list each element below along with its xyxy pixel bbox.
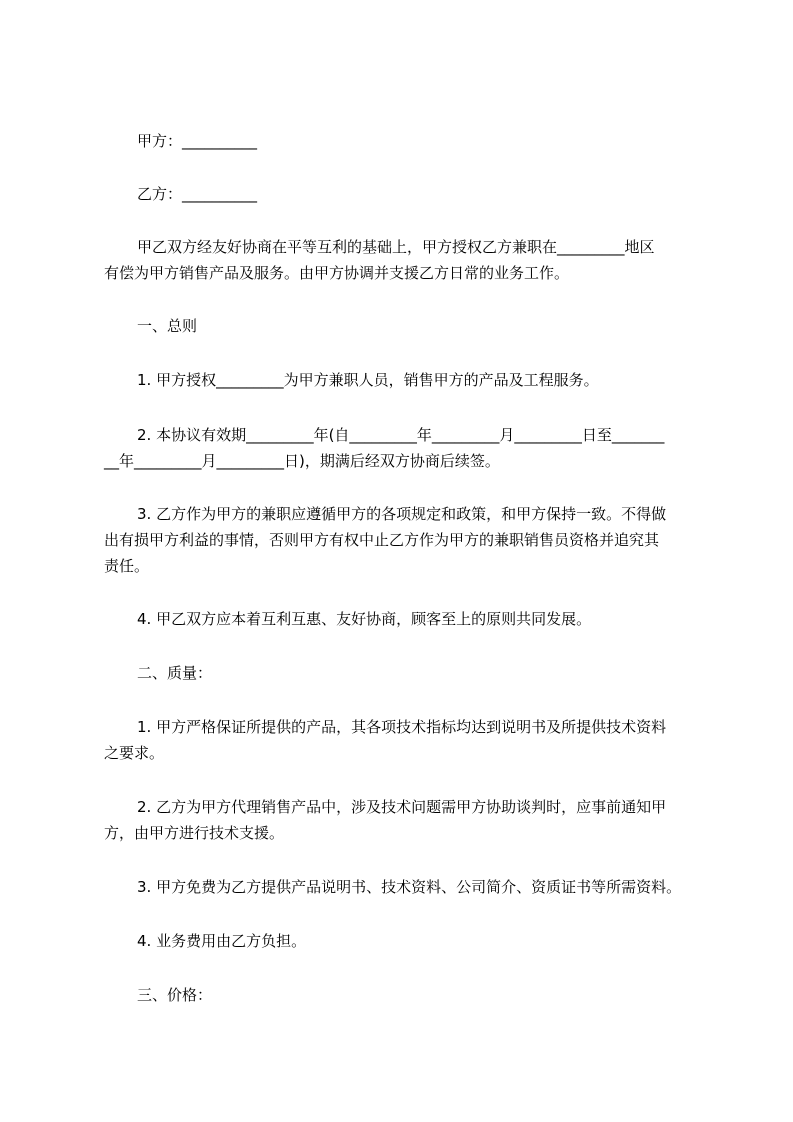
- general-item-3-line-1: 3. 乙方作为甲方的兼职应遵循甲方的各项规定和政策，和甲方保持一致。不得做: [137, 505, 667, 523]
- general-item-2-line-1: 2. 本协议有效期_________年(自_________年_________月_________日至_______: [137, 426, 665, 444]
- party-b-line: 乙方：__________: [137, 185, 258, 203]
- section-heading-price: 三、价格：: [137, 986, 213, 1004]
- intro-line-2: 有偿为甲方销售产品及服务。由甲方协调并支援乙方日常的业务工作。: [104, 264, 570, 282]
- general-item-4: 4. 甲乙双方应本着互利互惠、友好协商，顾客至上的原则共同发展。: [137, 610, 592, 628]
- general-item-2-line-2: __年_________月_________日)，期满后经双方协商后续签。: [104, 452, 500, 470]
- quality-item-2-line-1: 2. 乙方为甲方代理销售产品中，涉及技术问题需甲方协助谈判时，应事前通知甲: [137, 798, 667, 816]
- section-heading-quality: 二、质量：: [137, 664, 213, 682]
- quality-item-1-line-2: 之要求。: [104, 744, 165, 762]
- quality-item-2-line-2: 方，由甲方进行技术支援。: [104, 824, 285, 842]
- general-item-1: 1. 甲方授权_________为甲方兼职人员，销售甲方的产品及工程服务。: [137, 371, 599, 389]
- quality-item-3: 3. 甲方免费为乙方提供产品说明书、技术资料、公司简介、资质证书等所需资料。: [137, 878, 682, 896]
- quality-item-1-line-1: 1. 甲方严格保证所提供的产品，其各项技术指标均达到说明书及所提供技术资料: [137, 718, 667, 736]
- section-heading-general: 一、总则: [137, 317, 198, 335]
- intro-line-1: 甲乙双方经友好协商在平等互利的基础上，甲方授权乙方兼职在_________地区: [137, 238, 655, 256]
- quality-item-4: 4. 业务费用由乙方负担。: [137, 932, 307, 950]
- party-a-line: 甲方：__________: [137, 132, 258, 150]
- general-item-3-line-3: 责任。: [104, 557, 150, 575]
- general-item-3-line-2: 出有损甲方利益的事情，否则甲方有权中止乙方作为甲方的兼职销售员资格并追究其: [104, 531, 660, 549]
